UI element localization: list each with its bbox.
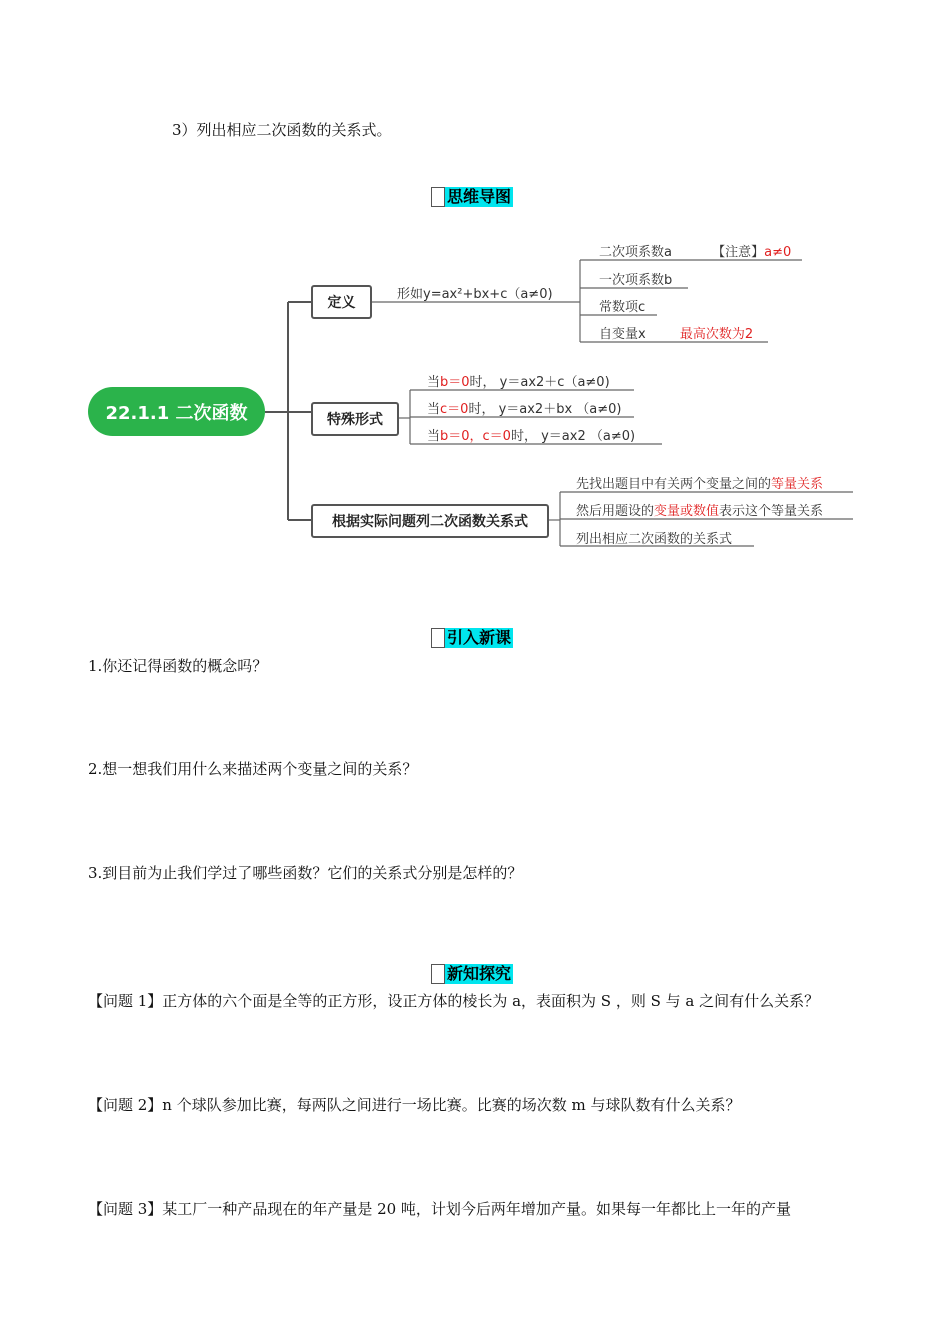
item-pre: 列出相应二次函数的关系式 — [576, 532, 733, 547]
special-item — [427, 425, 635, 444]
item-post: 时， y＝ax2＋bx （a≠0) — [468, 402, 622, 417]
item-post: 时， y＝ax2＋c（a≠0) — [469, 375, 610, 390]
section-header-intro — [431, 628, 513, 648]
problem-text: 【问题 3】某工厂一种产品现在的年产量是 20 吨，计划今后两年增加产量。如果每一年都比上一年的产量 — [88, 1200, 791, 1218]
section-title: 引入新课 — [447, 628, 512, 647]
section-title: 新知探究 — [447, 964, 512, 983]
item-post: 表示这个等量关系 — [719, 504, 824, 519]
item-condition: b＝0，c＝0 — [440, 429, 511, 444]
intro-question: 2.想一想我们用什么来描述两个变量之间的关系？ — [88, 760, 418, 778]
special-item — [427, 371, 610, 390]
item-pre: 当 — [427, 402, 441, 417]
item-pre: 先找出题目中有关两个变量之间的 — [576, 477, 772, 492]
note-red: 最高次数为2 — [679, 327, 754, 342]
node-practice: 根据实际问题列二次函数关系式 — [311, 504, 549, 538]
header-box — [431, 964, 445, 984]
header-box — [431, 628, 445, 648]
note-red: a≠0 — [764, 245, 792, 260]
practice-item — [576, 473, 823, 492]
definition-item — [599, 323, 753, 342]
problem-text: 【问题 2】n 个球队参加比赛，每两队之间进行一场比赛。比赛的场次数 m 与球队数有什么关系？ — [88, 1096, 741, 1114]
item-pre: 然后用题设的 — [576, 504, 655, 519]
item-pre: 当 — [427, 375, 441, 390]
intro-line: 3）列出相应二次函数的关系式。 — [172, 121, 392, 139]
intro-question: 1.你还记得函数的概念吗？ — [88, 657, 268, 675]
intro-question: 3.到目前为止我们学过了哪些函数？它们的关系式分别是怎样的？ — [88, 864, 523, 882]
item-post: 时， y＝ax2 （a≠0) — [510, 429, 636, 444]
definition-item: 常数项c — [599, 300, 646, 315]
practice-item — [576, 528, 732, 547]
note-label: 【注意】 — [712, 245, 765, 260]
item-highlight: 等量关系 — [771, 477, 824, 492]
item-condition: c＝0 — [440, 402, 469, 417]
item-pre: 当 — [427, 429, 441, 444]
node-special-forms: 特殊形式 — [311, 402, 399, 436]
definition-item: 一次项系数b — [599, 273, 673, 288]
node-definition: 定义 — [311, 285, 372, 319]
section-header-explore — [431, 964, 513, 984]
mindmap-root: 22.1.1 二次函数 — [88, 387, 265, 436]
item-text: 二次项系数a — [599, 245, 672, 260]
section-title: 思维导图 — [447, 187, 512, 206]
definition-formula: 形如y=ax²+bx+c（a≠0) — [397, 287, 553, 302]
problem-text: 【问题 1】正方体的六个面是全等的正方形，设正方体的棱长为 a，表面积为 S ，则 S 与 a 之间有什么关系？ — [88, 992, 820, 1010]
definition-item — [599, 241, 791, 260]
special-item — [427, 398, 621, 417]
item-text: 自变量x — [599, 327, 646, 342]
practice-item — [576, 500, 823, 519]
item-condition: b＝0 — [440, 375, 470, 390]
item-highlight: 变量或数值 — [654, 504, 720, 519]
